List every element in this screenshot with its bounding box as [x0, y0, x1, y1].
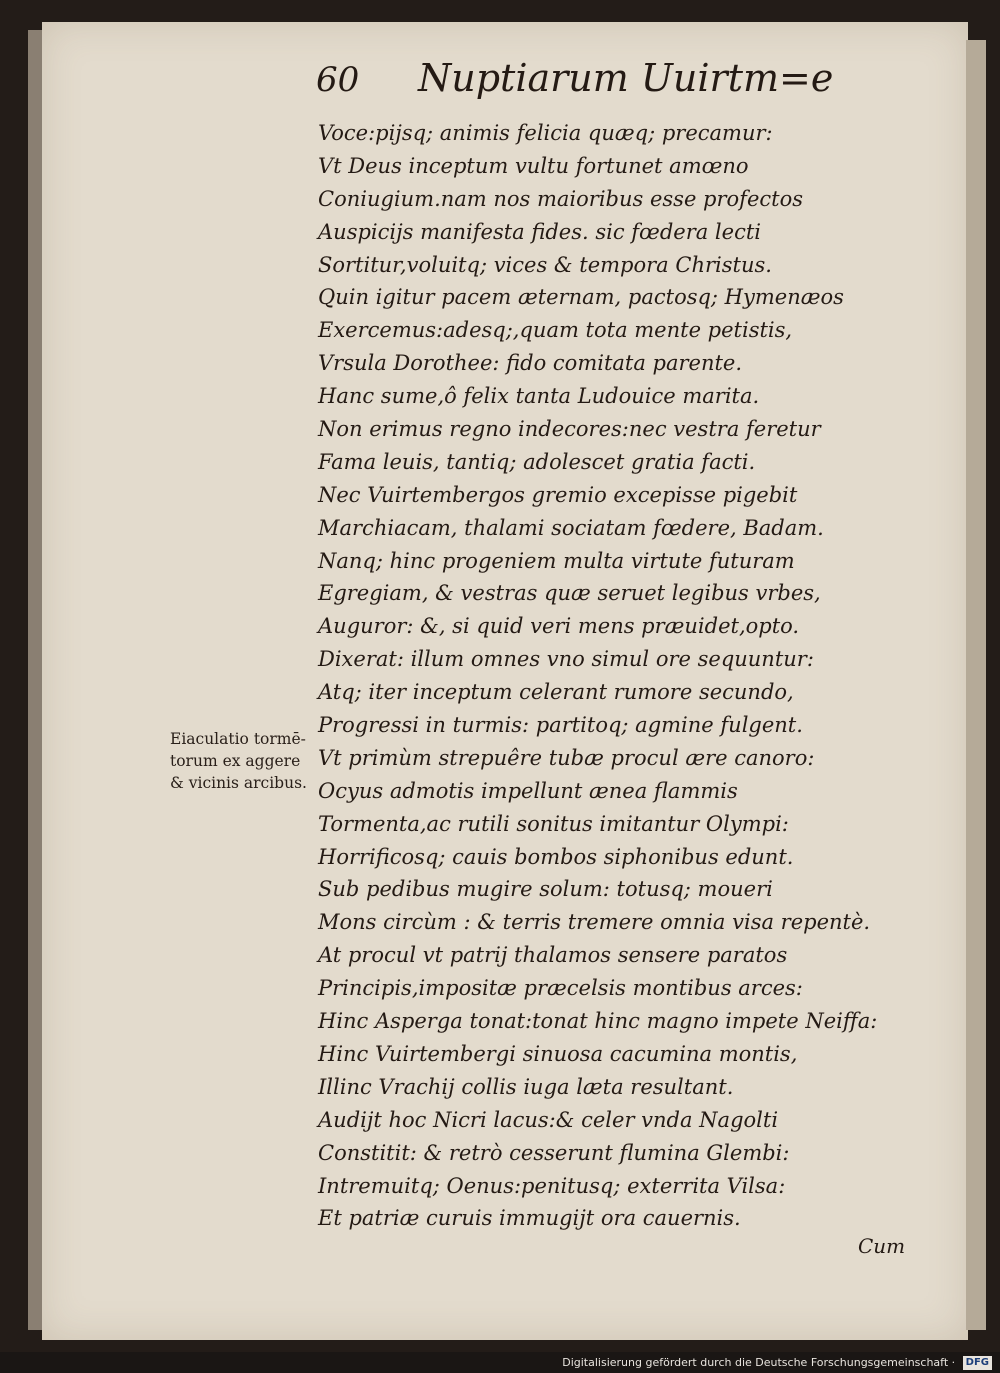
verse-line: Sortitur,voluitq; vices & tempora Christus.	[318, 252, 772, 277]
verse-line: Coniugium.nam nos maioribus esse profectos	[318, 186, 803, 211]
verse-line: Auguror: &, si quid veri mens præuidet,opto.	[318, 614, 800, 639]
margin-note	[170, 728, 330, 794]
verse-line: Vrsula Dorothee: fido comitata parente.	[318, 351, 743, 376]
verse-line: Audijt hoc Nicri lacus:& celer vnda Nagolti	[318, 1107, 779, 1132]
verse-line: Non erimus regno indecores:nec vestra feretur	[318, 417, 821, 442]
verse-line: Exercemus:adesq;,quam tota mente petistis,	[318, 318, 793, 343]
digitization-credit	[562, 1355, 992, 1371]
verse-line: Quin igitur pacem æternam, pactosq; Hymenæos	[318, 285, 844, 310]
verse-line: Horrificosq; cauis bombos siphonibus edunt.	[318, 844, 794, 869]
verse-line: Nanq; hinc progeniem multa virtute futuram	[318, 548, 795, 573]
verse-line: Progressi in turmis: partitoq; agmine fulgent.	[318, 713, 803, 738]
verse-line: Auspicijs manifesta fides. sic fœdera lecti	[318, 219, 761, 244]
verse-line: Atq; iter inceptum celerant rumore secundo,	[318, 680, 794, 705]
verse-line: Principis,impositæ præcelsis montibus arces:	[318, 976, 803, 1001]
margin-note-line: & vicinis arcibus.	[170, 774, 307, 792]
credit-text: Digitalisierung gefördert durch die Deutsche Forschungsgemeinschaft ·	[562, 1356, 956, 1369]
margin-note-line: torum ex aggere	[170, 752, 301, 770]
verse-line: Vt primùm strepuêre tubæ procul ære canoro:	[318, 745, 815, 770]
verse-line: Mons circùm : & terris tremere omnia visa repentè.	[318, 910, 871, 935]
verse-line: Fama leuis, tantiq; adolescet gratia facti.	[318, 449, 756, 474]
verse-line: Et patriæ curuis immugijt ora cauernis.	[318, 1206, 741, 1231]
verse-line: Sub pedibus mugire solum: totusq; moueri	[318, 877, 773, 902]
margin-note-line: Eiaculatio tormē-	[170, 730, 306, 748]
page-header	[316, 52, 836, 104]
verse-line: Hinc Vuirtembergi sinuosa cacumina montis,	[318, 1041, 798, 1066]
verse-line: Egregiam, & vestras quæ seruet legibus vrbes,	[318, 581, 821, 606]
verse-line: Marchiacam, thalami sociatam fœdere, Badam.	[318, 515, 824, 540]
page-right-edge	[966, 40, 986, 1330]
dfg-logo: DFG	[963, 1356, 992, 1370]
verse-line: Dixerat: illum omnes vno simul ore sequuntur:	[318, 647, 814, 672]
verse-line: Constitit: & retrò cesserunt flumina Glembi:	[318, 1140, 790, 1165]
catchword: Cum	[858, 1234, 906, 1258]
verse-line: Nec Vuirtembergos gremio excepisse pigebit	[318, 482, 798, 507]
verse-line: Voce:pijsq; animis felicia quæq; precamur:	[318, 121, 773, 145]
verse-text	[318, 117, 918, 1235]
verse-line: Hanc sume,ô felix tanta Ludouice marita.	[318, 384, 760, 409]
verse-line: Intremuitq; Oenus:penitusq; exterrita Vilsa:	[318, 1173, 786, 1198]
running-title: Nuptiarum Uuirtm=e	[418, 56, 834, 100]
verse-line: Ocyus admotis impellunt ænea flammis	[318, 778, 738, 803]
page-number: 60	[316, 60, 360, 100]
verse-line: Tormenta,ac rutili sonitus imitantur Olympi:	[318, 811, 789, 836]
verse-line: Illinc Vrachij collis iuga læta resultant.	[318, 1074, 734, 1099]
verse-line: Vt Deus inceptum vultu fortunet amœno	[318, 153, 749, 178]
verse-line: At procul vt patrij thalamos sensere paratos	[318, 943, 788, 968]
verse-line: Hinc Asperga tonat:tonat hinc magno impete Neiffa:	[318, 1009, 878, 1034]
